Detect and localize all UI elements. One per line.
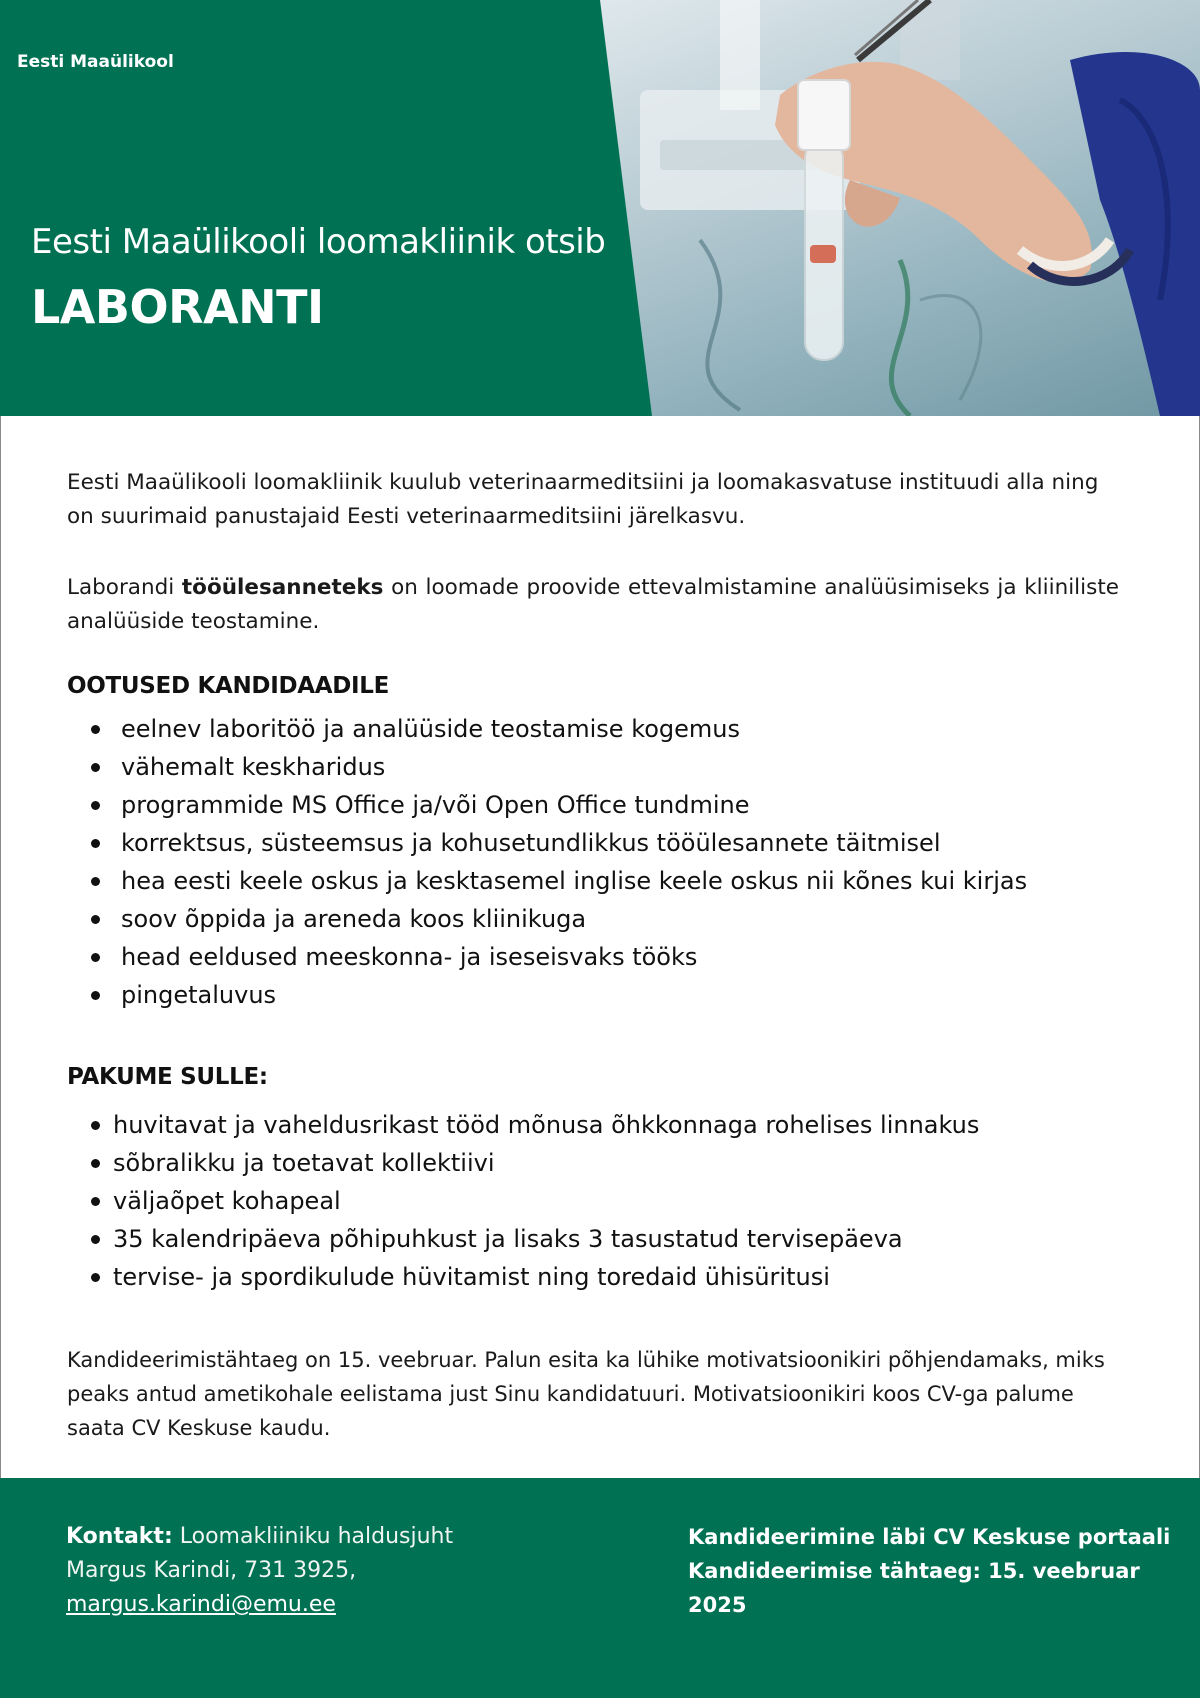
- bullet-icon: [91, 1273, 100, 1282]
- contact-email-link[interactable]: margus.karindi@emu.ee: [66, 1592, 336, 1617]
- bullet-icon: [91, 953, 100, 962]
- job-title: LABORANTI: [31, 280, 324, 334]
- bullet-icon: [91, 763, 100, 772]
- footer: [0, 1478, 1200, 1698]
- job-description: [0, 416, 1200, 1478]
- contact-block: [66, 1520, 453, 1622]
- list-item: huvitavat ja vaheldusrikast tööd mõnusa õhkkonnaga rohelises linnakus: [67, 1106, 979, 1144]
- list-item: vähemalt keskharidus: [67, 748, 1027, 786]
- lab-photo-illustration: [600, 0, 1200, 416]
- lab-photo: [600, 0, 1200, 416]
- header-banner: [0, 0, 1200, 416]
- job-subtitle: Eesti Maaülikooli loomakliinik otsib: [31, 222, 606, 262]
- bullet-icon: [91, 1159, 100, 1168]
- list-item: eelnev laboritöö ja analüüside teostamise kogemus: [67, 710, 1027, 748]
- contact-label: Kontakt:: [66, 1524, 173, 1549]
- bullet-icon: [91, 801, 100, 810]
- list-item: pingetaluvus: [67, 976, 1027, 1014]
- list-item: sõbralikku ja toetavat kollektiivi: [67, 1144, 979, 1182]
- bullet-icon: [91, 1197, 100, 1206]
- offer-title: PAKUME SULLE:: [67, 1064, 268, 1090]
- contact-line: [66, 1520, 453, 1554]
- duties-suffix: on loomade proovide ettevalmistamine analüüsimiseks ja kliiniliste analüüside teostamine.: [67, 575, 1119, 634]
- list-item: väljaõpet kohapeal: [67, 1182, 979, 1220]
- duties-paragraph: [67, 571, 1119, 639]
- list-item: programmide MS Office ja/või Open Office tundmine: [67, 786, 1027, 824]
- offer-list: [67, 1106, 979, 1296]
- bullet-icon: [91, 915, 100, 924]
- brand-name: Eesti Maaülikool: [17, 52, 174, 72]
- bullet-icon: [91, 991, 100, 1000]
- duties-prefix: Laborandi: [67, 575, 182, 600]
- bullet-icon: [91, 839, 100, 848]
- list-item: head eeldused meeskonna- ja iseseisvaks tööks: [67, 938, 1027, 976]
- list-item: soov õppida ja areneda koos kliinikuga: [67, 900, 1027, 938]
- bullet-icon: [91, 877, 100, 886]
- list-item: korrektsus, süsteemsus ja kohusetundlikkus tööülesannete täitmisel: [67, 824, 1027, 862]
- duties-keyword: tööülesanneteks: [181, 575, 384, 600]
- expectations-list: [67, 710, 1027, 1014]
- list-item: tervise- ja spordikulude hüvitamist ning toredaid ühisüritusi: [67, 1258, 979, 1296]
- contact-role: Loomakliiniku haldusjuht: [172, 1524, 454, 1549]
- list-item: 35 kalendripäeva põhipuhkust ja lisaks 3 tasustatud tervisepäeva: [67, 1220, 979, 1258]
- intro-paragraph: Eesti Maaülikooli loomakliinik kuulub veterinaarmeditsiini ja loomakasvatuse instituudi alla ning on suurimaid panustajaid Eesti veterinaarmeditsiini järelkasvu.: [67, 470, 1099, 529]
- apply-deadline: Kandideerimise tähtaeg: 15. veebruar 2025: [688, 1559, 1140, 1617]
- bullet-icon: [91, 1121, 100, 1130]
- list-item: hea eesti keele oskus ja kesktasemel inglise keele oskus nii kõnes kui kirjas: [67, 862, 1027, 900]
- application-info: [688, 1520, 1200, 1622]
- apply-portal: Kandideerimine läbi CV Keskuse portaali: [688, 1525, 1171, 1549]
- bullet-icon: [91, 725, 100, 734]
- bullet-icon: [91, 1235, 100, 1244]
- expectations-title: OOTUSED KANDIDAADILE: [67, 673, 390, 699]
- deadline-paragraph: Kandideerimistähtaeg on 15. veebruar. Palun esita ka lühike motivatsioonikiri põhjendamaks, miks peaks antud ametikohale eelistama just Sinu kandidatuuri. Motivatsioonikiri koos CV-ga palume saata CV Keskuse kaudu.: [67, 1348, 1105, 1440]
- contact-person: Margus Karindi, 731 3925,: [66, 1558, 357, 1583]
